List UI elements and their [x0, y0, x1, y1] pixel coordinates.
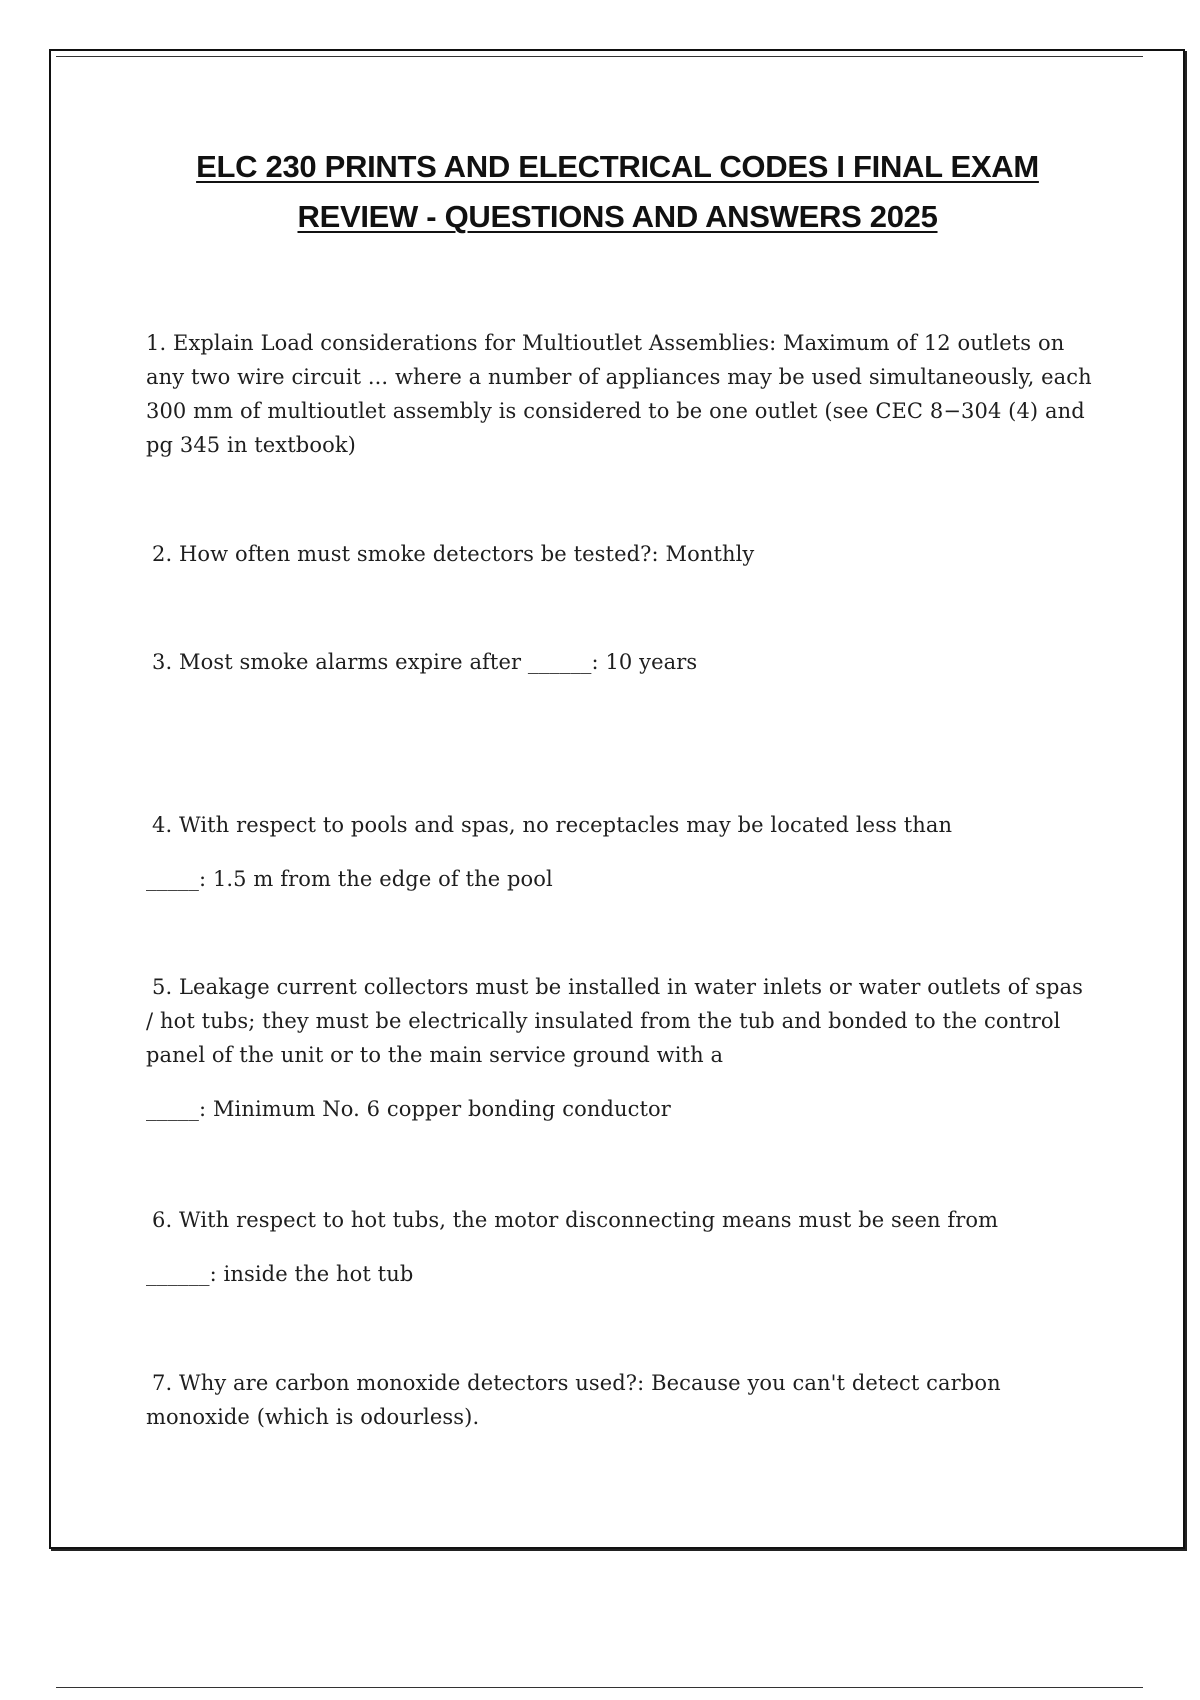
question-6-text: 6. With respect to hot tubs, the motor disconnecting means must be seen from — [152, 1208, 999, 1232]
question-2 — [146, 537, 1102, 571]
question-4-answer: _____: 1.5 m from the edge of the pool — [146, 867, 553, 891]
title-line-2: REVIEW - QUESTIONS AND ANSWERS 2025 — [297, 199, 938, 234]
question-1-text: 1. Explain Load considerations for Multioutlet Assemblies: Maximum of 12 outlets on any two wire circuit ... where a number of appliances may be used simultaneously, each 300 mm of multioutlet assembly is considered to be one outlet (see CEC 8−304 (4) and pg 345 in textbook) — [146, 331, 1092, 457]
question-3 — [146, 645, 1102, 679]
question-3-text: 3. Most smoke alarms expire after ______: 10 years — [152, 650, 698, 674]
question-1 — [146, 326, 1096, 462]
question-2-text: 2. How often must smoke detectors be tested?: Monthly — [152, 542, 755, 566]
question-6-answer: ______: inside the hot tub — [146, 1262, 414, 1286]
question-5-answer: _____: Minimum No. 6 copper bonding conductor — [146, 1097, 671, 1121]
document-title — [100, 142, 1135, 242]
question-5 — [146, 970, 1096, 1126]
question-6 — [146, 1203, 1096, 1291]
top-rule — [56, 56, 1143, 57]
question-4 — [146, 808, 1096, 896]
question-5-text: 5. Leakage current collectors must be installed in water inlets or water outlets of spas / hot tubs; they must be electrically insulated from the tub and bonded to the control panel of the unit or to the main service ground with a — [146, 975, 1084, 1067]
page-border — [49, 49, 1185, 1549]
question-7 — [146, 1366, 1096, 1434]
question-7-text: 7. Why are carbon monoxide detectors used?: Because you can't detect carbon monoxide (which is odourless). — [146, 1371, 1001, 1429]
bottom-rule — [56, 1687, 1143, 1688]
question-4-text: 4. With respect to pools and spas, no receptacles may be located less than — [152, 813, 953, 837]
title-line-1: ELC 230 PRINTS AND ELECTRICAL CODES I FINAL EXAM — [196, 149, 1039, 184]
